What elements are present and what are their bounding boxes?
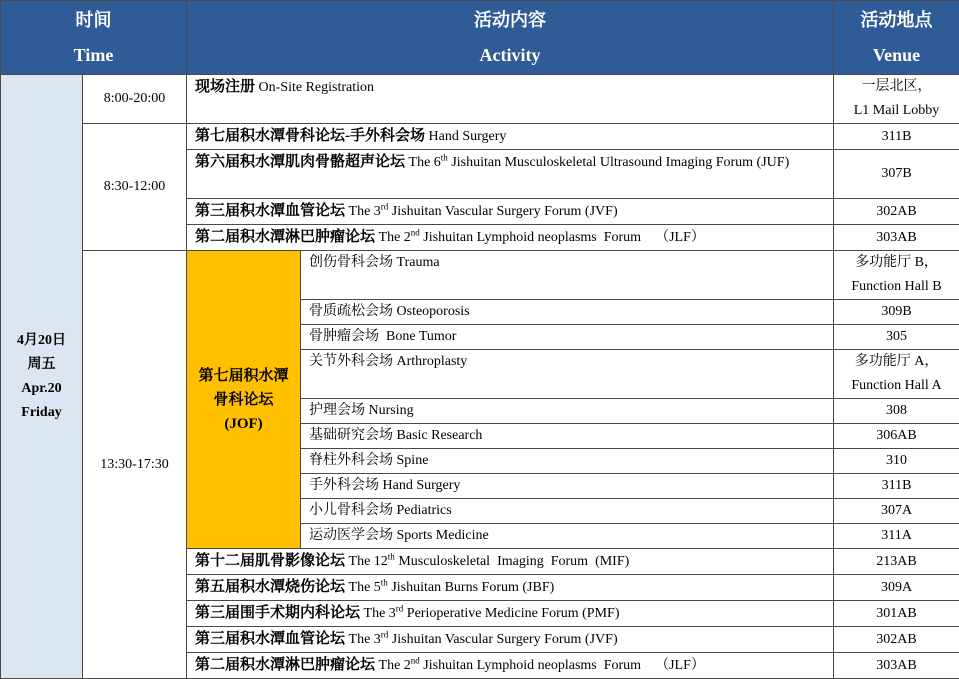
session-cell: 手外科会场 Hand Surgery: [301, 474, 834, 499]
venue-cell: 309A: [834, 575, 959, 601]
activity-en: The 3: [345, 632, 381, 647]
header-row: [1, 1, 959, 75]
header-time: [1, 1, 187, 75]
activity-cn: 第五届积水潭烧伤论坛: [195, 579, 345, 595]
activity-en: The 2: [375, 230, 411, 245]
venue-cell: 302AB: [834, 199, 959, 225]
activity-cell: [187, 124, 834, 150]
venue-cell: 307B: [834, 150, 959, 199]
header-venue-en: Venue: [834, 38, 959, 73]
venue-line: 多功能厅 A，: [834, 350, 959, 374]
activity-en: The 3: [360, 606, 396, 621]
venue-cell: 307A: [834, 499, 959, 524]
activity-en: The 6: [405, 155, 441, 170]
activity-cell: [187, 225, 834, 251]
activity-cell: [187, 575, 834, 601]
ordinal-suffix: rd: [381, 201, 389, 211]
venue-cell: 303AB: [834, 653, 959, 679]
header-venue: [834, 1, 959, 75]
venue-cell: 311B: [834, 124, 959, 150]
venue-line: 多功能厅 B，: [834, 251, 959, 275]
activity-en: The 2: [375, 658, 411, 673]
jof-forum-cell: [187, 251, 301, 549]
activity-cell: [187, 199, 834, 225]
header-activity-cn: 活动内容: [187, 3, 833, 38]
activity-cell: [187, 627, 834, 653]
time-slot: 13:30-17:30: [83, 251, 187, 679]
activity-cn: 现场注册: [195, 79, 255, 95]
activity-en: Jishuitan Burns Forum (JBF): [388, 580, 554, 595]
session-cell: 骨质疏松会场 Osteoporosis: [301, 300, 834, 325]
session-cell: 关节外科会场 Arthroplasty: [301, 350, 834, 399]
venue-cell: 311B: [834, 474, 959, 499]
activity-en: Jishuitan Musculoskeletal Ultrasound Imaging Forum (JUF): [448, 155, 789, 170]
activity-cn: 第六届积水潭肌肉骨骼超声论坛: [195, 154, 405, 170]
time-slot: 8:00-20:00: [83, 75, 187, 124]
jof-title: 第七届积水潭: [187, 364, 300, 388]
venue-cell: 308: [834, 399, 959, 424]
session-cell: 创伤骨科会场 Trauma: [301, 251, 834, 300]
jof-title: 骨科论坛: [187, 388, 300, 412]
activity-en: The 3: [345, 204, 381, 219]
jof-abbrev: (JOF): [187, 412, 300, 436]
venue-cell: [834, 350, 959, 399]
venue-cell: 310: [834, 449, 959, 474]
ordinal-suffix: rd: [381, 629, 389, 639]
venue-line: 一层北区，: [834, 75, 959, 99]
table-row: [1, 75, 959, 124]
ordinal-suffix: nd: [411, 655, 420, 665]
activity-cn: 第七届积水潭骨科论坛-手外科会场: [195, 128, 425, 144]
activity-cn: 第十二届肌骨影像论坛: [195, 553, 345, 569]
time-slot: 8:30-12:00: [83, 124, 187, 251]
activity-cn: 第三届积水潭血管论坛: [195, 631, 345, 647]
activity-en: The 5: [345, 580, 381, 595]
activity-en: Jishuitan Vascular Surgery Forum (JVF): [388, 204, 617, 219]
ordinal-suffix: th: [441, 152, 448, 162]
session-cell: 脊柱外科会场 Spine: [301, 449, 834, 474]
session-cell: 护理会场 Nursing: [301, 399, 834, 424]
date-cn: 4月20日: [1, 329, 82, 353]
venue-line: Function Hall A: [834, 374, 959, 398]
header-venue-cn: 活动地点: [834, 3, 959, 38]
venue-cell: [834, 251, 959, 300]
venue-cell: [834, 75, 959, 124]
header-activity: [187, 1, 834, 75]
venue-cell: 305: [834, 325, 959, 350]
activity-en: Jishuitan Vascular Surgery Forum (JVF): [388, 632, 617, 647]
table-row: [1, 124, 959, 150]
venue-cell: 302AB: [834, 627, 959, 653]
venue-line: L1 Mail Lobby: [834, 99, 959, 123]
activity-en: Hand Surgery: [425, 129, 506, 144]
activity-cell: [187, 150, 834, 199]
session-cell: 基础研究会场 Basic Research: [301, 424, 834, 449]
ordinal-suffix: rd: [396, 603, 404, 613]
activity-en: On-Site Registration: [255, 80, 374, 95]
activity-en: The 12: [345, 554, 388, 569]
date-cell: [1, 75, 83, 679]
weekday-cn: 周五: [1, 353, 82, 377]
venue-cell: 309B: [834, 300, 959, 325]
venue-line: Function Hall B: [834, 275, 959, 299]
activity-en: Jishuitan Lymphoid neoplasms Forum （JLF）: [420, 658, 705, 673]
session-cell: 骨肿瘤会场 Bone Tumor: [301, 325, 834, 350]
date-en: Apr.20: [1, 377, 82, 401]
venue-cell: 311A: [834, 524, 959, 549]
ordinal-suffix: th: [381, 577, 388, 587]
activity-cn: 第三届积水潭血管论坛: [195, 203, 345, 219]
activity-en: Musculoskeletal Imaging Forum (MIF): [395, 554, 629, 569]
header-time-cn: 时间: [1, 3, 186, 38]
activity-cn: 第二届积水潭淋巴肿瘤论坛: [195, 657, 375, 673]
venue-cell: 303AB: [834, 225, 959, 251]
table-row: [1, 251, 959, 300]
weekday-en: Friday: [1, 401, 82, 425]
activity-cn: 第二届积水潭淋巴肿瘤论坛: [195, 229, 375, 245]
ordinal-suffix: th: [388, 551, 395, 561]
ordinal-suffix: nd: [411, 227, 420, 237]
venue-cell: 301AB: [834, 601, 959, 627]
header-activity-en: Activity: [187, 38, 833, 73]
venue-cell: 213AB: [834, 549, 959, 575]
header-time-en: Time: [1, 38, 186, 73]
venue-cell: 306AB: [834, 424, 959, 449]
activity-cell: [187, 601, 834, 627]
session-cell: 小儿骨科会场 Pediatrics: [301, 499, 834, 524]
activity-en: Perioperative Medicine Forum (PMF): [403, 606, 619, 621]
session-cell: 运动医学会场 Sports Medicine: [301, 524, 834, 549]
activity-cn: 第三届围手术期内科论坛: [195, 605, 360, 621]
activity-cell: [187, 75, 834, 124]
activity-cell: [187, 549, 834, 575]
activity-en: Jishuitan Lymphoid neoplasms Forum （JLF）: [420, 230, 705, 245]
